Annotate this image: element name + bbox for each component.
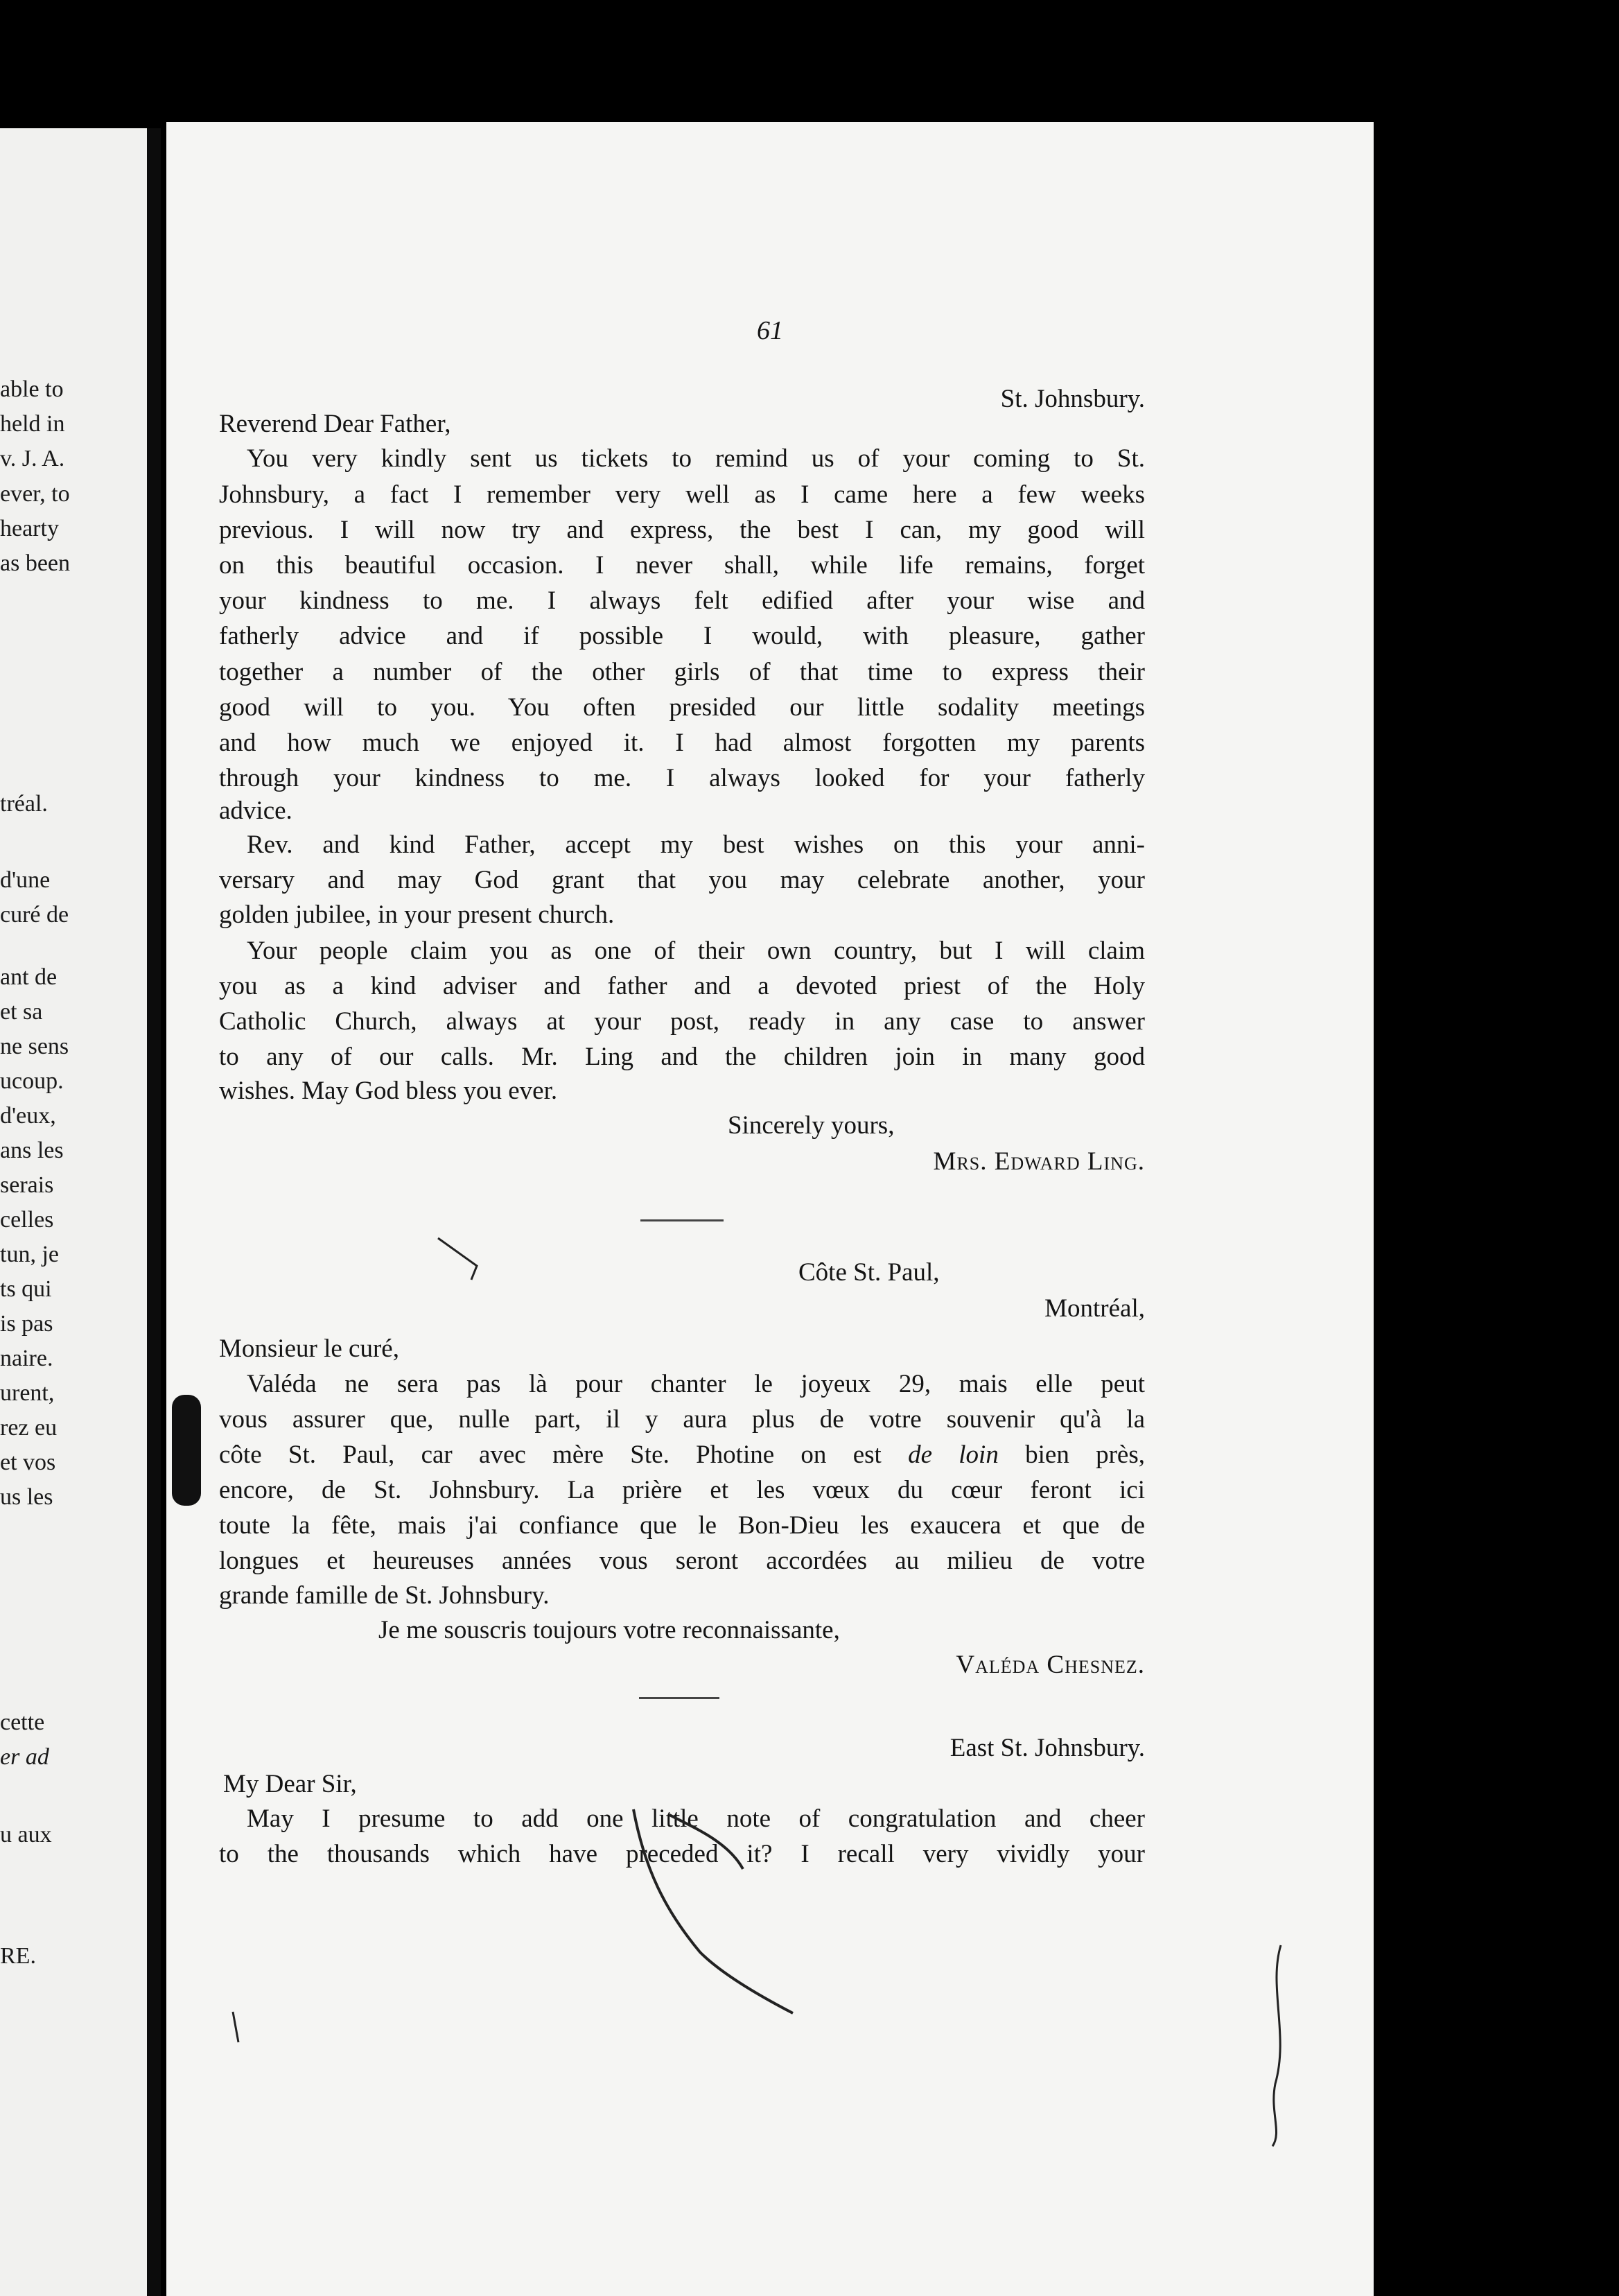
letter3-place: East St. Johnsbury.	[949, 1734, 1145, 1762]
letter2-line3-end: bien près,	[998, 1441, 1145, 1469]
letter2-signature: Valéda Chesnez.	[956, 1651, 1145, 1679]
left-page-line: v. J. A.	[0, 446, 65, 471]
pen-stroke	[233, 2012, 238, 2042]
left-page-line: urent,	[0, 1380, 55, 1406]
letter1-line: Catholic Church, always at your post, ready in any case to answer	[219, 1007, 1145, 1036]
letter2-line: Valéda ne sera pas là pour chanter le joyeux 29, mais elle peut	[247, 1370, 1145, 1398]
letter1-line: on this beautiful occasion. I never shall, while life remains, forget	[219, 551, 1145, 580]
page-gutter	[147, 128, 161, 2296]
left-page-line: ucoup.	[0, 1068, 64, 1094]
page-number: 61	[757, 316, 783, 345]
letter1-line: fatherly advice and if possible I would, with pleasure, gather	[219, 622, 1145, 650]
letter1-line: Johnsbury, a fact I remember very well as I came here a few weeks	[219, 480, 1145, 509]
letter1-line: Rev. and kind Father, accept my best wishes on this your anni-	[247, 830, 1145, 859]
left-page-line: et vos	[0, 1450, 56, 1475]
letter2-place-line2: Montréal,	[1044, 1294, 1145, 1323]
letter1-line: through your kindness to me. I always looked for your fatherly	[219, 764, 1145, 792]
left-page-line: us les	[0, 1484, 53, 1510]
letter2-line: grande famille de St. Johnsbury.	[219, 1581, 550, 1610]
left-page-line: ts qui	[0, 1276, 52, 1302]
letter2-place-line1: Côte St. Paul,	[798, 1258, 940, 1287]
pen-stroke	[670, 1815, 743, 1869]
letter1-line: to any of our calls. Mr. Ling and the children join in many good	[219, 1043, 1145, 1071]
left-page-line: ever, to	[0, 481, 70, 507]
letter2-line3-italic: de loin	[908, 1441, 999, 1469]
letter1-line: golden jubilee, in your present church.	[219, 901, 615, 929]
letter2-line: encore, de St. Johnsbury. La prière et les vœux du cœur feront ici	[219, 1476, 1145, 1504]
left-page-line: is pas	[0, 1311, 53, 1337]
letter1-line: advice.	[219, 797, 292, 825]
left-page-line: d'une	[0, 867, 51, 893]
left-page-line: tun, je	[0, 1242, 59, 1267]
left-page-line: ne sens	[0, 1034, 69, 1059]
pen-stroke	[438, 1238, 477, 1280]
letter2-line: vous assurer que, nulle part, il y aura plus de votre souvenir qu'à la	[219, 1405, 1145, 1434]
letter3-line: to the thousands which have preceded it? I recall very vividly your	[219, 1840, 1145, 1868]
letter1-line: you as a kind adviser and father and a devoted priest of the Holy	[219, 972, 1145, 1000]
left-page-line: d'eux,	[0, 1103, 56, 1129]
letter3-line: May I presume to add one little note of congratulation and cheer	[247, 1804, 1145, 1833]
left-page-line: as been	[0, 550, 71, 576]
letter2-line: longues et heureuses années vous seront accordées au milieu de votre	[219, 1547, 1145, 1575]
left-page-line: curé de	[0, 902, 69, 928]
letter1-line: your kindness to me. I always felt edified after your wise and	[219, 586, 1145, 615]
letter1-line: You very kindly sent us tickets to remind us of your coming to St.	[247, 444, 1145, 473]
letter1-line: wishes. May God bless you ever.	[219, 1077, 558, 1105]
letter2-salutation: Monsieur le curé,	[219, 1334, 399, 1363]
left-page-line: able to	[0, 376, 64, 402]
letter1-signature: Mrs. Edward Ling.	[933, 1147, 1145, 1176]
left-page-line: er ad	[0, 1744, 49, 1770]
letter1-line: Your people claim you as one of their own country, but I will claim	[247, 937, 1145, 965]
left-page-line: RE.	[0, 1943, 36, 1969]
letter1-salutation: Reverend Dear Father,	[219, 410, 451, 438]
letter2-closing: Je me souscris toujours votre reconnaissante,	[378, 1616, 840, 1644]
left-page-line: hearty	[0, 516, 59, 541]
left-page-line: held in	[0, 411, 65, 437]
left-page-line: ans les	[0, 1138, 64, 1163]
letter1-line: previous. I will now try and express, the best I can, my good will	[219, 516, 1145, 544]
ink-blot	[172, 1395, 201, 1506]
left-page-line: tréal.	[0, 791, 48, 817]
letter1-line: together a number of the other girls of that time to express their	[219, 658, 1145, 686]
pen-stroke	[1272, 1945, 1281, 2146]
left-page-line: u aux	[0, 1822, 52, 1847]
letter3-salutation: My Dear Sir,	[223, 1770, 357, 1798]
letter2-line3-start: côte St. Paul, car avec mère Ste. Photine on est	[219, 1441, 909, 1469]
letter1-line: versary and may God grant that you may celebrate another, your	[219, 866, 1145, 894]
left-page-line: ant de	[0, 964, 58, 990]
left-page-line: et sa	[0, 999, 43, 1025]
letter1-line: good will to you. You often presided our little sodality meetings	[219, 693, 1145, 722]
letter1-closing: Sincerely yours,	[728, 1111, 895, 1140]
letter1-place: St. Johnsbury.	[1000, 385, 1145, 413]
left-page-line: serais	[0, 1172, 54, 1198]
letter2-line: toute la fête, mais j'ai confiance que le Bon-Dieu les exaucera et que de	[219, 1511, 1145, 1540]
letter1-line: and how much we enjoyed it. I had almost forgotten my parents	[219, 729, 1145, 757]
page-61	[166, 122, 1374, 2296]
left-page-line: celles	[0, 1207, 54, 1233]
pen-marks	[166, 122, 1374, 2296]
left-page-line: rez eu	[0, 1415, 58, 1441]
previous-page-fragment	[0, 128, 147, 2296]
left-page-line: naire.	[0, 1346, 53, 1371]
left-page-line: cette	[0, 1710, 45, 1735]
